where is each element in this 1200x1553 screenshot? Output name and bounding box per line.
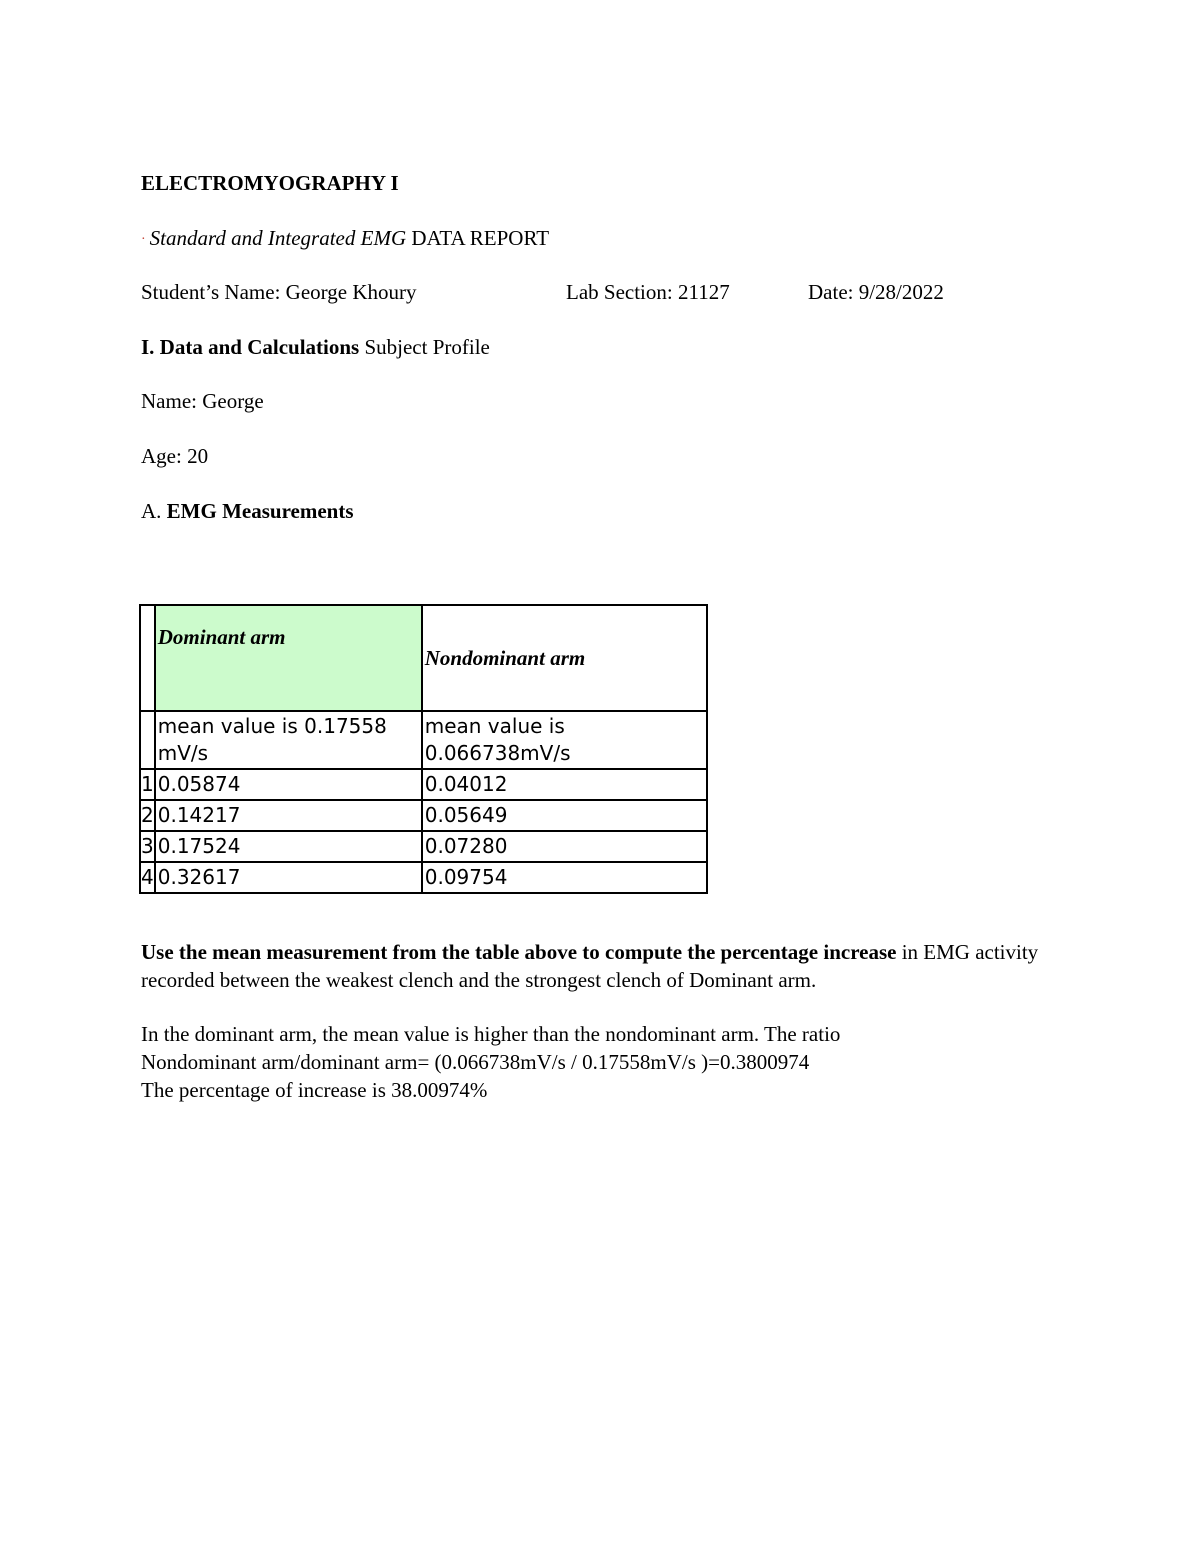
question-bold: Use the mean measurement from the table above to compute the percentage increase bbox=[141, 940, 897, 964]
section-a-bold: EMG Measurements bbox=[166, 499, 354, 523]
row-index: 1 bbox=[140, 769, 155, 800]
table-row bbox=[140, 831, 707, 862]
section-i-heading bbox=[141, 334, 490, 360]
nondominant-value: 0.09754 bbox=[422, 862, 707, 893]
nondominant-value: 0.05649 bbox=[422, 800, 707, 831]
nondominant-value: 0.07280 bbox=[422, 831, 707, 862]
mean-row bbox=[140, 711, 707, 769]
row-index: 4 bbox=[140, 862, 155, 893]
student-name: Student’s Name: George Khoury bbox=[141, 280, 417, 304]
section-a-heading bbox=[141, 498, 354, 524]
header-dominant-cell bbox=[155, 605, 422, 711]
document-title: ELECTROMYOGRAPHY I bbox=[141, 171, 399, 195]
answer-line-3: The percentage of increase is 38.00974% bbox=[141, 1078, 488, 1102]
table-row bbox=[140, 862, 707, 893]
mean-nondominant: mean value is 0.066738mV/s bbox=[422, 711, 707, 769]
subtitle-italic: Standard and Integrated EMG bbox=[149, 226, 407, 250]
table-row bbox=[140, 769, 707, 800]
header-dominant: Dominant arm bbox=[157, 625, 286, 649]
answer-line-1: In the dominant arm, the mean value is higher than the nondominant arm. The ratio bbox=[141, 1022, 841, 1046]
header-index-cell bbox=[140, 605, 155, 711]
answer-paragraph bbox=[141, 1020, 1101, 1104]
question-rest: in EMG activity recorded between the weakest clench and the strongest clench of Dominant arm. bbox=[141, 940, 1039, 992]
bullet-icon: · bbox=[141, 232, 146, 248]
report-subtitle bbox=[141, 225, 549, 253]
header-nondominant-cell bbox=[422, 605, 707, 711]
row-index: 3 bbox=[140, 831, 155, 862]
table-header-row bbox=[140, 605, 707, 711]
question-paragraph bbox=[141, 938, 1101, 994]
emg-measurements-table bbox=[139, 604, 708, 894]
report-date: Date: 9/28/2022 bbox=[808, 280, 944, 304]
subject-name: Name: George bbox=[141, 389, 264, 413]
section-i-bold: I. Data and Calculations bbox=[141, 335, 360, 359]
section-a-prefix: A. bbox=[141, 499, 167, 523]
dominant-value: 0.17524 bbox=[155, 831, 422, 862]
table-row bbox=[140, 800, 707, 831]
mean-index-cell bbox=[140, 711, 155, 769]
dominant-value: 0.32617 bbox=[155, 862, 422, 893]
header-nondominant: Nondominant arm bbox=[424, 645, 586, 670]
student-info-line bbox=[141, 279, 944, 305]
subtitle-rest: DATA REPORT bbox=[406, 226, 550, 250]
nondominant-value: 0.04012 bbox=[422, 769, 707, 800]
subject-age: Age: 20 bbox=[141, 444, 209, 468]
row-index: 2 bbox=[140, 800, 155, 831]
answer-line-2: Nondominant arm/dominant arm= (0.066738mV/s / 0.17558mV/s )=0.3800974 bbox=[141, 1050, 810, 1074]
lab-section: Lab Section: 21127 bbox=[566, 280, 730, 304]
dominant-value: 0.05874 bbox=[155, 769, 422, 800]
section-i-rest: Subject Profile bbox=[359, 335, 490, 359]
mean-dominant: mean value is 0.17558 mV/s bbox=[155, 711, 422, 769]
dominant-value: 0.14217 bbox=[155, 800, 422, 831]
